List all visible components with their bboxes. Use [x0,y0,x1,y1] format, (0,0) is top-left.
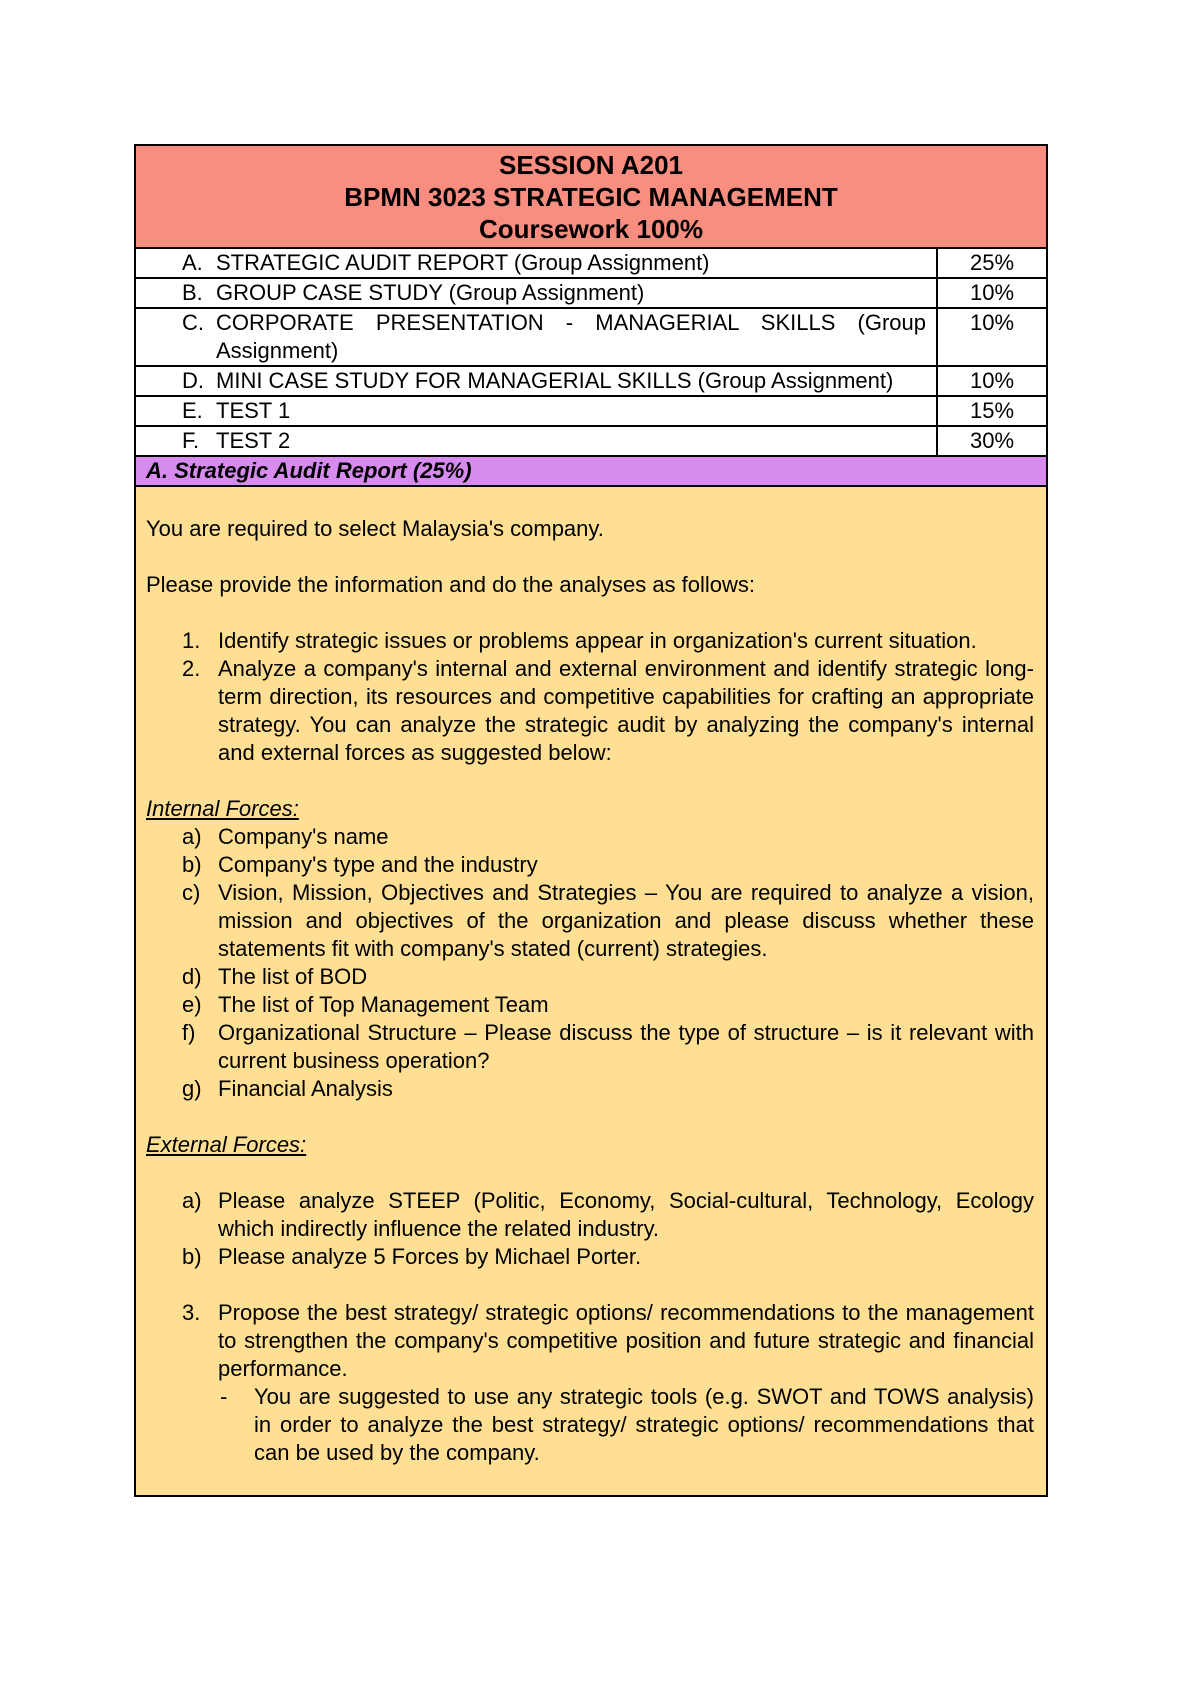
component-weight: 15% [969,398,1015,423]
list-item [146,823,1034,851]
list-text: Vision, Mission, Objectives and Strategies – You are required to analyze a vision, mission and objectives of the organization and please discuss whether these statements fit with company's stated (current) strategies. [218,880,1034,961]
list-marker: d) [182,964,202,989]
list-text: Analyze a company's internal and external environment and identify strategic long-term direction, its resources and competitive capabilities for crafting an appropriate strategy. You can analyze the strategic audit by analyzing the company's internal and external forces as suggested below: [218,656,1034,765]
component-row [136,397,1046,427]
list-item [146,1019,1034,1075]
list-item [146,851,1034,879]
list-marker: b) [182,852,202,877]
dash-marker: - [220,1384,228,1409]
list-item [146,879,1034,963]
list-marker: b) [182,1244,202,1269]
list-item [146,627,1034,655]
list-item [146,1243,1034,1271]
component-row [136,249,1046,279]
component-letter: F. [182,428,200,453]
component-letter: A. [182,250,203,275]
list-marker: g) [182,1076,202,1101]
coursework-title: Coursework 100% [479,214,703,244]
section-body [136,487,1046,1495]
internal-forces-heading: Internal Forces: [146,796,299,821]
list-text: Company's name [218,824,389,849]
list-marker: c) [182,880,201,905]
list-text: The list of BOD [218,964,368,989]
list-text: Propose the best strategy/ strategic options/ recommendations to the management to strengthen the company's competitive position and future strategic and financial performance. [218,1300,1034,1381]
session-title: SESSION A201 [498,150,683,180]
coursework-document [134,144,1048,1497]
component-letter: D. [182,368,204,393]
course-title: BPMN 3023 STRATEGIC MANAGEMENT [344,182,838,212]
component-row [136,279,1046,309]
list-item [146,655,1034,767]
sub-list-item [146,1383,1034,1467]
component-letter: E. [182,398,203,423]
list-marker: 1. [182,628,201,653]
component-text: TEST 1 [216,398,291,423]
component-text: GROUP CASE STUDY (Group Assignment) [216,280,645,305]
list-text: The list of Top Management Team [218,992,549,1017]
list-text: Financial Analysis [218,1076,393,1101]
list-item [146,991,1034,1019]
external-forces-heading: External Forces: [146,1132,307,1157]
list-item [146,1299,1034,1383]
component-weight: 30% [969,428,1015,453]
list-item [146,1187,1034,1243]
component-text: TEST 2 [216,428,291,453]
sub-list-text: You are suggested to use any strategic tools (e.g. SWOT and TOWS analysis) in order to analyze the best strategy/ strategic options/ recommendations that can be used by the company. [254,1384,1034,1465]
component-text: STRATEGIC AUDIT REPORT (Group Assignment) [216,250,710,275]
list-text: Identify strategic issues or problems appear in organization's current situation. [218,628,977,653]
instruction-text: Please provide the information and do the analyses as follows: [146,572,756,597]
component-row [136,367,1046,397]
list-marker: e) [182,992,202,1017]
list-marker: 2. [182,656,201,681]
list-text: Organizational Structure – Please discuss the type of structure – is it relevant with current business operation? [218,1020,1034,1073]
component-letter: B. [182,280,203,305]
list-item [146,963,1034,991]
list-marker: a) [182,1188,202,1213]
list-marker: 3. [182,1300,201,1325]
list-marker: a) [182,824,202,849]
component-text: CORPORATE PRESENTATION - MANAGERIAL SKILLS (Group Assignment) [216,310,926,363]
list-marker: f) [182,1020,196,1045]
list-text: Please analyze 5 Forces by Michael Porter. [218,1244,642,1269]
list-item [146,1075,1034,1103]
component-weight: 10% [969,368,1015,393]
list-text: Company's type and the industry [218,852,538,877]
component-weight: 10% [969,310,1015,335]
component-weight: 10% [969,280,1015,305]
document-header [136,146,1046,249]
component-weight: 25% [969,250,1015,275]
intro-text: You are required to select Malaysia's company. [146,516,604,541]
section-title: A. Strategic Audit Report (25%) [136,457,1046,487]
list-text: Please analyze STEEP (Politic, Economy, Social-cultural, Technology, Ecology which indirectly influence the related industry. [218,1188,1034,1241]
component-row [136,427,1046,457]
component-letter: C. [182,310,204,335]
component-text: MINI CASE STUDY FOR MANAGERIAL SKILLS (Group Assignment) [216,368,894,393]
component-row [136,309,1046,367]
